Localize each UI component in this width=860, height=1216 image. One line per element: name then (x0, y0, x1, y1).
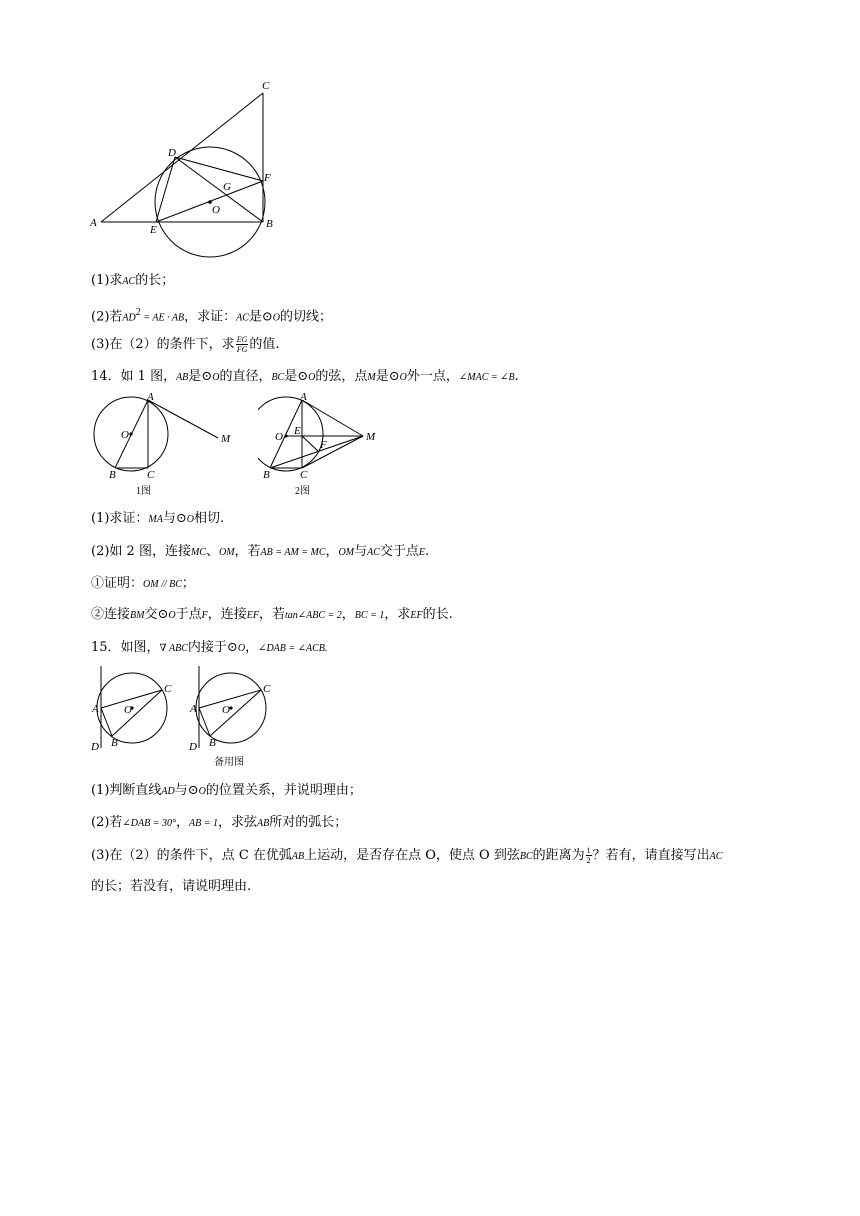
q14-figure-1 (88, 390, 238, 498)
label-o: O (275, 431, 283, 443)
label-o: O (121, 429, 129, 441)
label-e: E (294, 425, 301, 437)
q14-part2-i: ①证明：OM // BC； (91, 576, 195, 591)
label-d: D (91, 741, 99, 753)
label-b: B (209, 737, 216, 749)
label-o: O (124, 704, 132, 716)
label-g: G (223, 181, 231, 193)
label-a: A (147, 391, 154, 403)
label-b: B (111, 737, 118, 749)
label-a: A (90, 217, 97, 229)
segment-ac (101, 93, 263, 222)
segment-de (156, 157, 175, 222)
label-a: A (92, 703, 99, 715)
q15-figure-1 (88, 664, 178, 756)
segment-bm (270, 436, 363, 468)
q14-figure-2 (258, 390, 383, 498)
q13-figure (86, 76, 282, 260)
label-f: F (320, 439, 327, 451)
label-o: O (212, 204, 220, 216)
segment-ef (302, 436, 318, 451)
segment-ab (199, 708, 210, 736)
center-dot (284, 434, 287, 437)
q15-part3: (3)在（2）的条件下，点 C 在优弧AB上运动，是否存在点 O，使点 O 到弦BC的距离为 $\frac{1}{2}$ ？若有，请直接写出AC (91, 846, 723, 865)
q13-part2: (2)若$AD^2$ = AE · AB，求证：AC是⊙O的切线； (91, 307, 333, 325)
label-b: B (263, 469, 270, 481)
q15-part1: (1)判断直线AD与⊙O的位置关系，并说明理由； (91, 783, 362, 798)
label-f: F (264, 172, 271, 184)
circle-o (258, 397, 323, 471)
q14-part2-ii: ②连接BM交⊙O于点F，连接EF，若tan∠ABC = 2，BC = 1，求EF的长. (91, 607, 453, 622)
label-c: C (300, 469, 308, 481)
segment-am (148, 400, 218, 438)
label-d: D (189, 741, 197, 753)
q15-stem: 15．如图，∇ ABC内接于⊙O，∠DAB = ∠ACB. (91, 640, 328, 655)
segment-am (302, 400, 363, 436)
label-o: O (222, 704, 230, 716)
q13-part1: (1)求AC的长； (91, 273, 175, 288)
segment-df (175, 157, 263, 181)
fraction-eg-fg: $\frac{EG}{FG}$ (236, 335, 248, 354)
caption-fig2: 2图 (295, 486, 310, 497)
q13-part3: (3)在（2）的条件下，求 $\frac{EG}{FG}$ 的值. (91, 335, 280, 354)
caption-backup: 备用图 (214, 757, 244, 768)
q15-part3-cont: 的长；若没有，请说明理由. (91, 879, 252, 894)
q15-part2: (2)若∠DAB = 30°，AB = 1，求弦AB所对的弧长； (91, 815, 348, 830)
label-c: C (263, 683, 271, 695)
label-c: C (262, 80, 270, 92)
fraction-one-half: $\frac{1}{2}$ (586, 846, 591, 865)
label-c: C (147, 469, 155, 481)
q14-stem: 14．如 1 图，AB是⊙O的直径，BC是⊙O的弦，点M是⊙O外一点，∠MAC = ∠B. (91, 369, 519, 384)
q14-part2: (2)如 2 图，连接MC、OM，若AB = AM = MC，OM与AC交于点E. (91, 544, 430, 559)
center-dot (129, 432, 132, 435)
q15-figure-2 (186, 664, 276, 770)
label-a: A (190, 703, 197, 715)
q14-part1: (1)求证：MA与⊙O相切. (91, 511, 225, 526)
label-b: B (109, 469, 116, 481)
label-m: M (221, 433, 231, 445)
label-c: C (164, 683, 172, 695)
label-d: D (168, 147, 176, 159)
label-a: A (300, 391, 307, 403)
label-e: E (150, 224, 157, 236)
segment-cm (302, 436, 363, 468)
label-b: B (266, 218, 273, 230)
label-m: M (366, 431, 376, 443)
caption-fig1: 1图 (136, 486, 151, 497)
